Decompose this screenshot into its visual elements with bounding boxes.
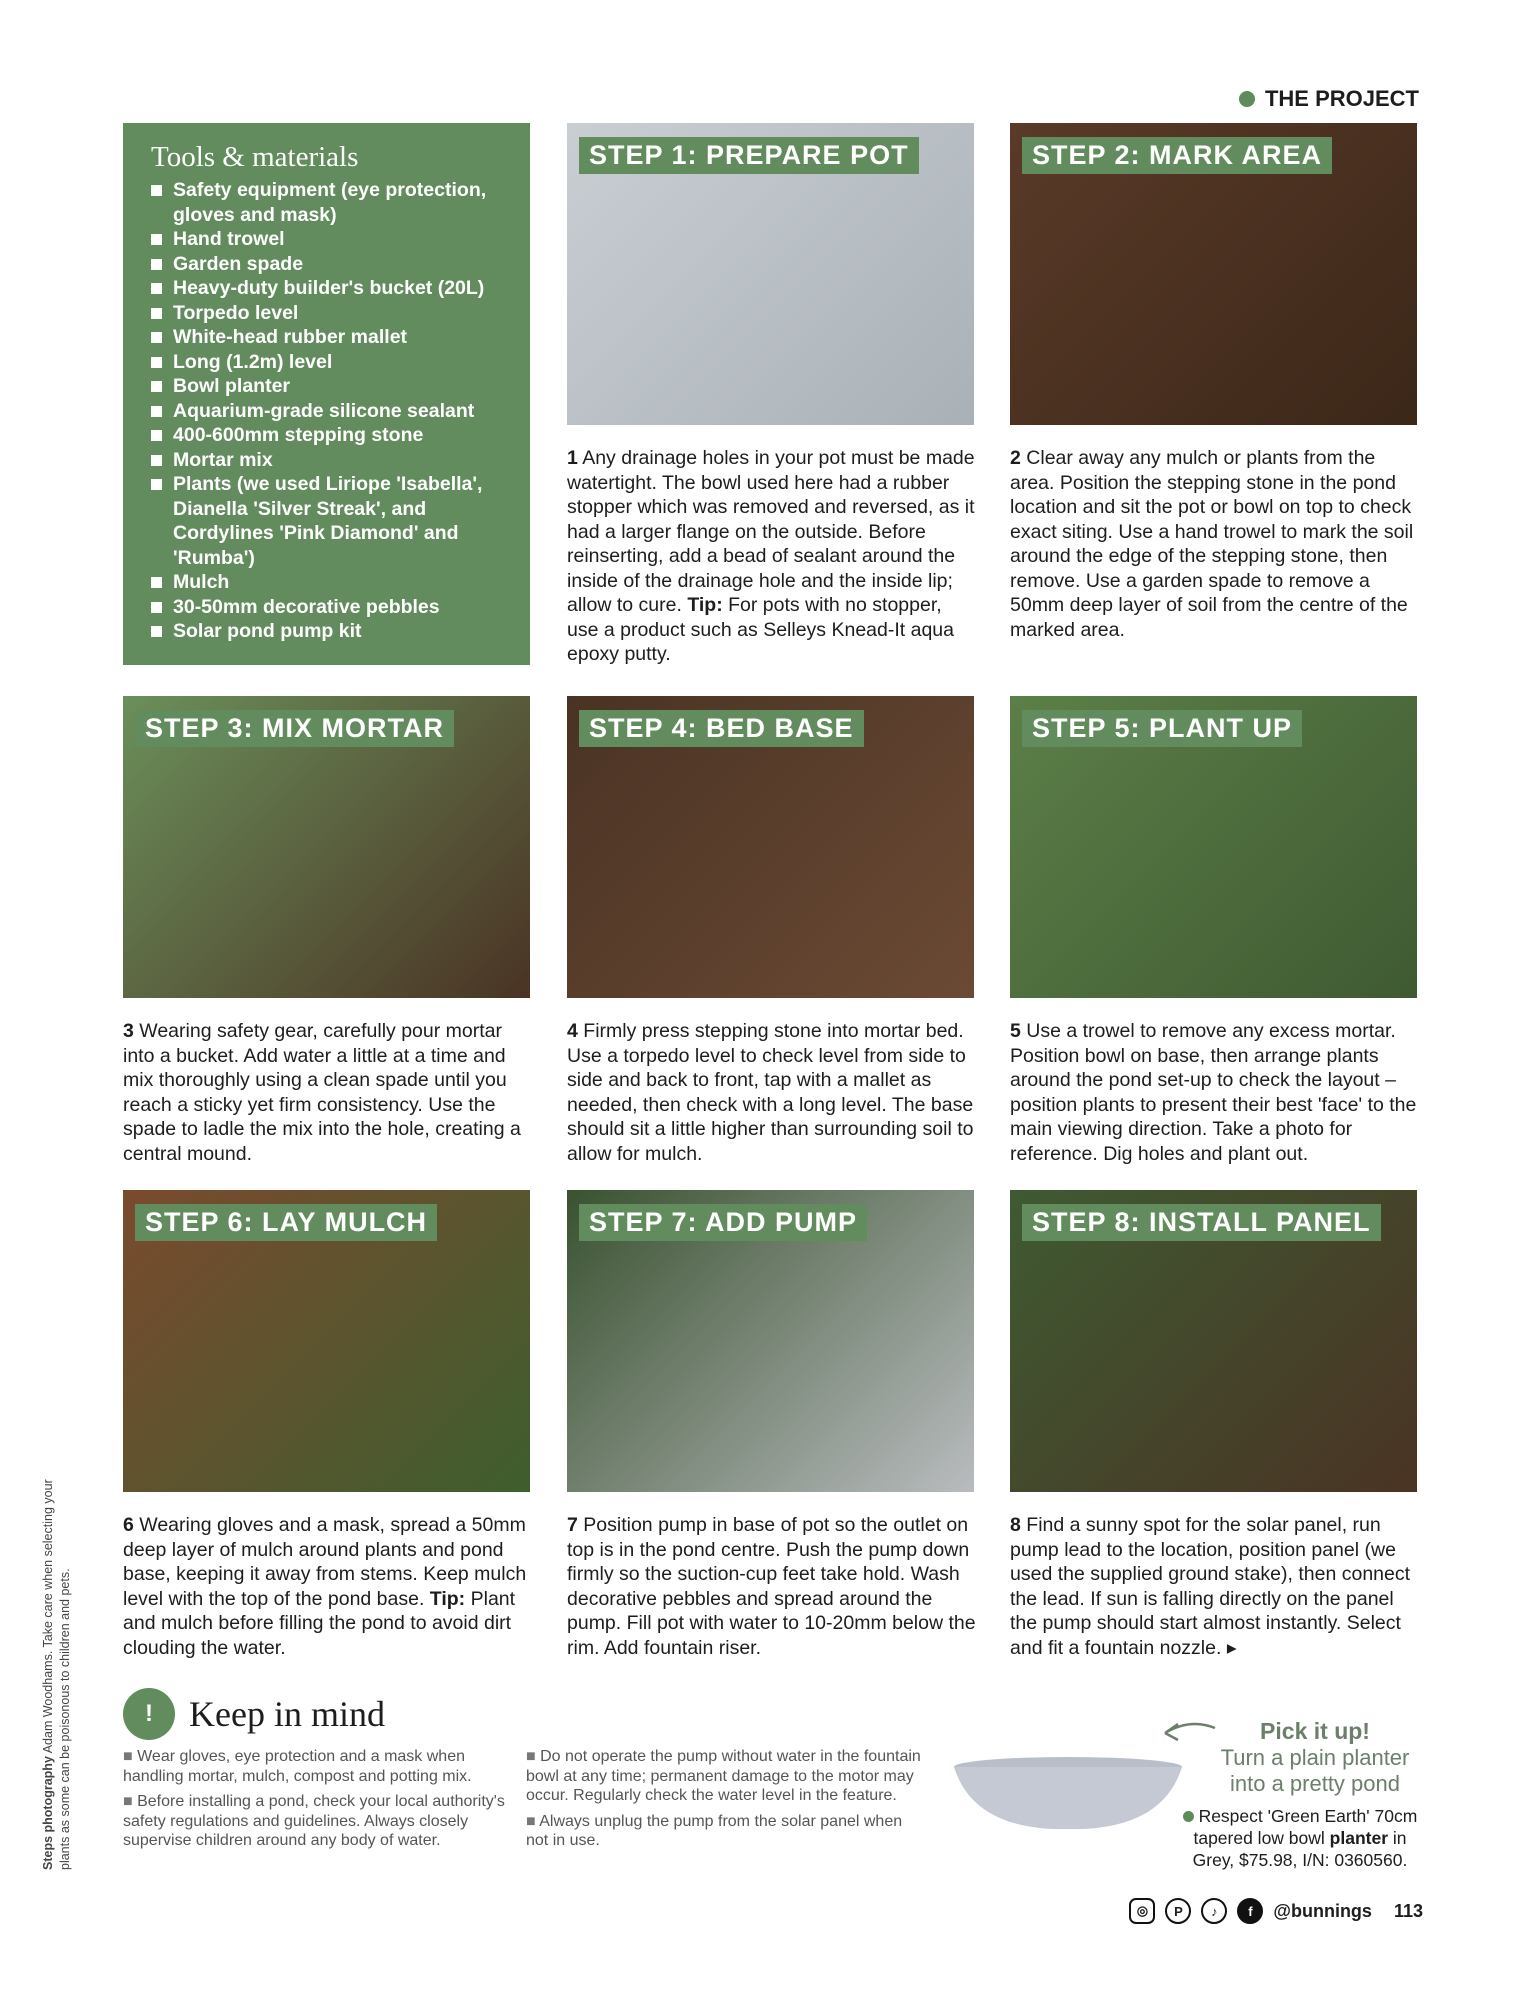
tool-item: 400-600mm stepping stone bbox=[151, 423, 502, 448]
step-instructions: Use a trowel to remove any excess mortar. Position bowl on base, then arrange plants around the pond set-up to check the layout – position plants to present their best 'face' to the main viewing direction. Take a photo for reference. Dig holes and plant out. bbox=[1010, 1020, 1417, 1165]
step-text bbox=[1010, 446, 1420, 642]
keep-item: ■ Before installing a pond, check your local authority's safety regulations and guidelines. Always closely supervise children around any body of water. bbox=[123, 1792, 518, 1851]
step-photo bbox=[123, 1190, 530, 1492]
tip-label: Tip: bbox=[429, 1587, 466, 1610]
step-photo bbox=[123, 696, 530, 998]
keep-item: ■ Always unplug the pump from the solar panel when not in use. bbox=[526, 1812, 921, 1851]
step-badge: STEP 3: MIX MORTAR bbox=[135, 710, 454, 747]
step-badge: STEP 8: INSTALL PANEL bbox=[1022, 1204, 1381, 1241]
step-number: 5 bbox=[1010, 1020, 1021, 1042]
step-text bbox=[123, 1513, 533, 1660]
keep-in-mind-header bbox=[123, 1688, 385, 1740]
step-photo bbox=[567, 696, 974, 998]
step-photo bbox=[567, 1190, 974, 1492]
promo-title: Pick it up! bbox=[1260, 1718, 1370, 1744]
tool-item: Mortar mix bbox=[151, 448, 502, 473]
step-number: 1 bbox=[567, 447, 578, 469]
step-badge: STEP 2: MARK AREA bbox=[1022, 137, 1332, 174]
alert-speech-icon: ! bbox=[123, 1688, 175, 1740]
pinterest-icon[interactable]: P bbox=[1165, 1898, 1191, 1924]
facebook-icon[interactable]: f bbox=[1237, 1898, 1263, 1924]
step-instructions: Wearing gloves and a mask, spread a 50mm deep layer of mulch around plants and pond base, keeping it away from stems. Keep mulch level with the top of the pond base. bbox=[123, 1514, 527, 1610]
section-title: THE PROJECT bbox=[1264, 86, 1419, 111]
tool-item: Garden spade bbox=[151, 252, 502, 277]
tiktok-icon[interactable]: ♪ bbox=[1201, 1898, 1227, 1924]
step-badge: STEP 7: ADD PUMP bbox=[579, 1204, 867, 1241]
step-photo bbox=[1010, 123, 1417, 425]
step-number: 2 bbox=[1010, 447, 1021, 469]
step-photo bbox=[1010, 1190, 1417, 1492]
tools-title: Tools & materials bbox=[151, 141, 359, 173]
step-instructions: Find a sunny spot for the solar panel, run pump lead to the location, position panel (we used the supplied ground stake), then connect the lead. If sun is falling directly on the panel the pump should start almost instantly. Select and fit a fountain nozzle. ▸ bbox=[1010, 1514, 1411, 1659]
step-badge: STEP 4: BED BASE bbox=[579, 710, 864, 747]
page-number: 113 bbox=[1393, 1900, 1423, 1921]
step-instructions: Wearing safety gear, carefully pour mortar into a bucket. Add water a little at a time and mix thoroughly using a clean spade until you reach a sticky yet firm consistency. Use the spade to ladle the mix into the hole, creating a central mound. bbox=[123, 1020, 521, 1165]
tool-item: Long (1.2m) level bbox=[151, 350, 502, 375]
product-desc: Respect 'Green Earth' 70cm tapered low bowl bbox=[1193, 1806, 1418, 1848]
tool-item: Bowl planter bbox=[151, 374, 502, 399]
step-photo bbox=[567, 123, 974, 425]
tool-item: Safety equipment (eye protection, gloves and mask) bbox=[151, 178, 502, 227]
step-text bbox=[567, 446, 977, 667]
tool-item: 30-50mm decorative pebbles bbox=[151, 595, 502, 620]
tool-item: Plants (we used Liriope 'Isabella', Dianella 'Silver Streak', and Cordylines 'Pink Diamond' and 'Rumba') bbox=[151, 472, 502, 570]
keep-col-1 bbox=[123, 1747, 518, 1857]
credit-text: Adam Woodhams. Take care when selecting your plants as some can be poisonous to children and pets. bbox=[41, 1479, 72, 1870]
step-number: 3 bbox=[123, 1020, 134, 1042]
keep-item: ■ Wear gloves, eye protection and a mask when handling mortar, mulch, compost and potting mix. bbox=[123, 1747, 518, 1786]
step-number: 4 bbox=[567, 1020, 578, 1042]
step-photo bbox=[1010, 696, 1417, 998]
bowl-planter-image bbox=[952, 1755, 1184, 1835]
step-text bbox=[1010, 1019, 1420, 1166]
keep-col-2 bbox=[526, 1747, 921, 1857]
credit-label: Steps photography bbox=[41, 1756, 55, 1870]
step-number: 7 bbox=[567, 1514, 578, 1536]
tool-item: Torpedo level bbox=[151, 301, 502, 326]
tool-item: Heavy-duty builder's bucket (20L) bbox=[151, 276, 502, 301]
keep-title: Keep in mind bbox=[189, 1694, 385, 1734]
product-price: in Grey, $75.98, I/N: 0360560. bbox=[1192, 1828, 1408, 1870]
step-text bbox=[567, 1513, 977, 1660]
product-bold: planter bbox=[1329, 1828, 1389, 1848]
section-label bbox=[1239, 86, 1419, 112]
step-badge: STEP 5: PLANT UP bbox=[1022, 710, 1302, 747]
step-instructions: Any drainage holes in your pot must be made watertight. The bowl used here had a rubber stopper which was removed and reversed, as it had a larger flange on the outside. Before reinserting, add a bead of sealant around the inside of the drainage hole and the inside lip; allow to cure. bbox=[567, 447, 975, 616]
footer bbox=[1129, 1898, 1423, 1924]
step-badge: STEP 1: PREPARE POT bbox=[579, 137, 919, 174]
tools-materials-box bbox=[123, 123, 530, 665]
bullet-dot-icon bbox=[1239, 91, 1255, 107]
tools-list bbox=[151, 178, 502, 644]
tool-item: Aquarium-grade silicone sealant bbox=[151, 399, 502, 424]
tool-item: Hand trowel bbox=[151, 227, 502, 252]
step-badge: STEP 6: LAY MULCH bbox=[135, 1204, 437, 1241]
step-text bbox=[123, 1019, 533, 1166]
tip-text: For pots with no stopper, use a product such as Selleys Knead-It aqua epoxy putty. bbox=[567, 594, 954, 665]
instagram-icon[interactable]: ◎ bbox=[1129, 1898, 1155, 1924]
promo-subtitle: Turn a plain planter into a pretty pond bbox=[1220, 1745, 1410, 1796]
social-handle: @bunnings bbox=[1273, 1900, 1372, 1921]
step-number: 6 bbox=[123, 1514, 134, 1536]
tip-text: Plant and mulch before filling the pond to avoid dirt clouding the water. bbox=[123, 1587, 516, 1659]
step-instructions: Firmly press stepping stone into mortar bed. Use a torpedo level to check level from side to side and back to front, tap with a mallet as needed, then check with a long level. The base should sit a little higher than surrounding soil to allow for mulch. bbox=[567, 1020, 974, 1165]
step-text bbox=[1010, 1513, 1420, 1660]
step-text bbox=[567, 1019, 977, 1166]
step-number: 8 bbox=[1010, 1514, 1021, 1536]
tool-item: Mulch bbox=[151, 570, 502, 595]
step-instructions: Clear away any mulch or plants from the area. Position the stepping stone in the pond location and sit the pot or bowl on top to check exact siting. Use a hand trowel to mark the soil around the edge of the stepping stone, then remove. Use a garden spade to remove a 50mm deep layer of soil from the centre of the marked area. bbox=[1010, 447, 1414, 641]
step-instructions: Position pump in base of pot so the outlet on top is in the pond centre. Push the pump down firmly so the suction-cup feet take hold. Wash decorative pebbles and spread around the pump. Fill pot with water to 10-20mm below the rim. Add fountain riser. bbox=[567, 1514, 976, 1659]
tool-item: White-head rubber mallet bbox=[151, 325, 502, 350]
keep-item: ■ Do not operate the pump without water in the fountain bowl at any time; permanent damage to the motor may occur. Regularly check the water level in the feature. bbox=[526, 1747, 921, 1806]
photo-credit bbox=[40, 1470, 74, 1870]
tip-label: Tip: bbox=[687, 594, 723, 616]
tool-item: Solar pond pump kit bbox=[151, 619, 502, 644]
product-info bbox=[1180, 1805, 1420, 1871]
promo-text bbox=[1200, 1718, 1430, 1797]
bullet-dot-icon bbox=[1183, 1811, 1194, 1822]
